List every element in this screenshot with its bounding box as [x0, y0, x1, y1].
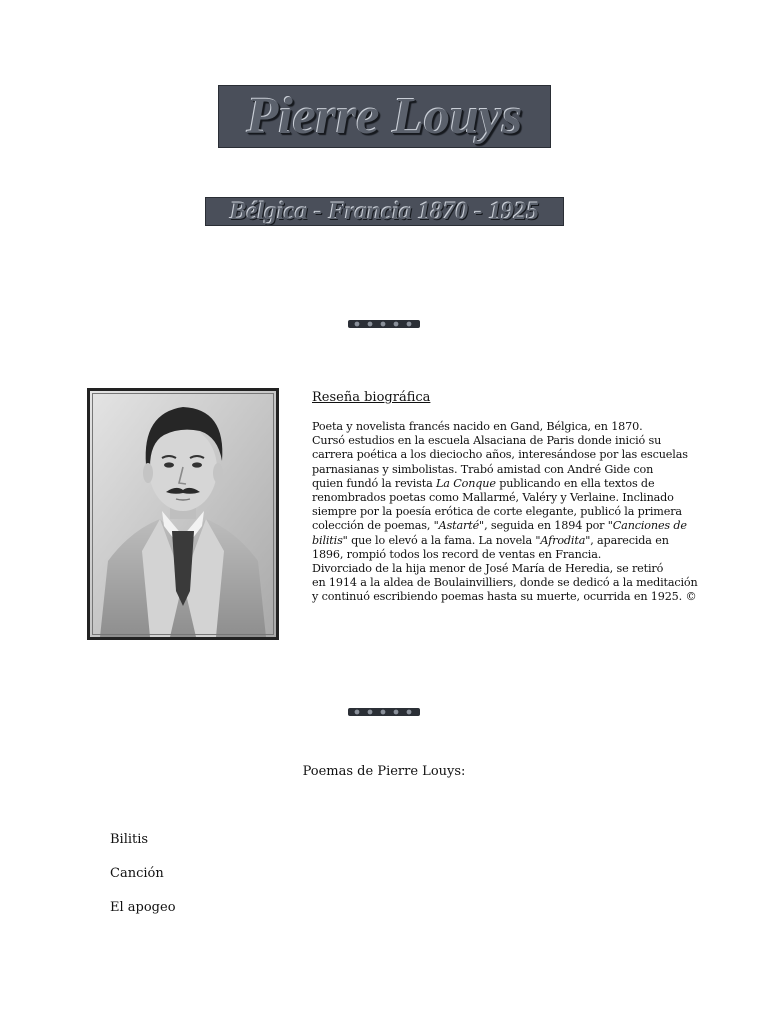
bio-line: [312, 519, 712, 533]
page-subtitle: Bélgica - Francia 1870 - 1925: [229, 197, 539, 225]
bio-text-segment: , seguida en 1894 por: [484, 519, 608, 533]
bio-line: parnasianas y simbolistas. Trabó amistad con André Gide con: [312, 462, 654, 476]
bio-line: siempre por la poesía erótica de corte elegante, publicó la primera: [312, 505, 682, 519]
bio-line: y continuó escribiendo poemas hasta su muerte, ocurrida en 1925. ©: [312, 590, 697, 604]
bio-line: en 1914 a la aldea de Boulainvilliers, donde se dedicó a la meditación: [312, 576, 698, 590]
biography-section: [312, 388, 712, 605]
biography-text: [312, 420, 712, 605]
bio-text-segment: que lo elevó a la fama. La novela: [347, 533, 536, 547]
work-title-astarte: "Astarté": [433, 519, 485, 533]
ornament-divider-icon: [348, 320, 420, 328]
work-title-canciones: "Canciones de: [607, 519, 687, 533]
author-portrait: [87, 388, 279, 640]
subtitle-banner: [205, 197, 564, 226]
bio-line: carrera poética a los dieciocho años, interesándose por las escuelas: [312, 448, 688, 462]
bio-text-segment: quien fundó la revista: [312, 476, 437, 490]
magazine-title: La Conque: [436, 476, 496, 490]
title-banner: [218, 85, 551, 148]
bio-line: Poeta y novelista francés nacido en Gand, Bélgica, en 1870.: [312, 420, 643, 433]
bio-text-segment: , aparecida en: [590, 533, 669, 547]
poem-link-bilitis[interactable]: Bilitis: [110, 832, 149, 847]
ornament-divider-icon: [348, 708, 420, 716]
bio-text-segment: publicando en ella textos de: [495, 476, 655, 490]
bio-line: renombrados poetas como Mallarmé, Valéry y Verlaine. Inclinado: [312, 491, 674, 505]
page-title: Pierre Louys: [246, 88, 523, 145]
bio-line: [312, 477, 712, 491]
bio-line: 1896, rompió todos los record de ventas en Francia.: [312, 547, 602, 561]
bio-line: Divorciado de la hija menor de José María de Heredia, se retiró: [312, 562, 664, 576]
bio-line: Cursó estudios en la escuela Alsaciana de Paris donde inició su: [312, 434, 662, 448]
poems-heading: Poemas de Pierre Louys:: [302, 764, 466, 779]
poem-link-el-apogeo[interactable]: El apogeo: [110, 900, 176, 915]
bio-line: [312, 534, 712, 548]
bio-text-segment: colección de poemas,: [312, 519, 434, 533]
biography-heading[interactable]: Reseña biográfica: [312, 390, 431, 405]
work-title-canciones-cont: bilitis": [312, 533, 348, 547]
poem-link-cancion[interactable]: Canción: [110, 866, 164, 881]
work-title-afrodita: "Afrodita": [535, 533, 591, 547]
portrait-photo-icon: [90, 391, 276, 637]
